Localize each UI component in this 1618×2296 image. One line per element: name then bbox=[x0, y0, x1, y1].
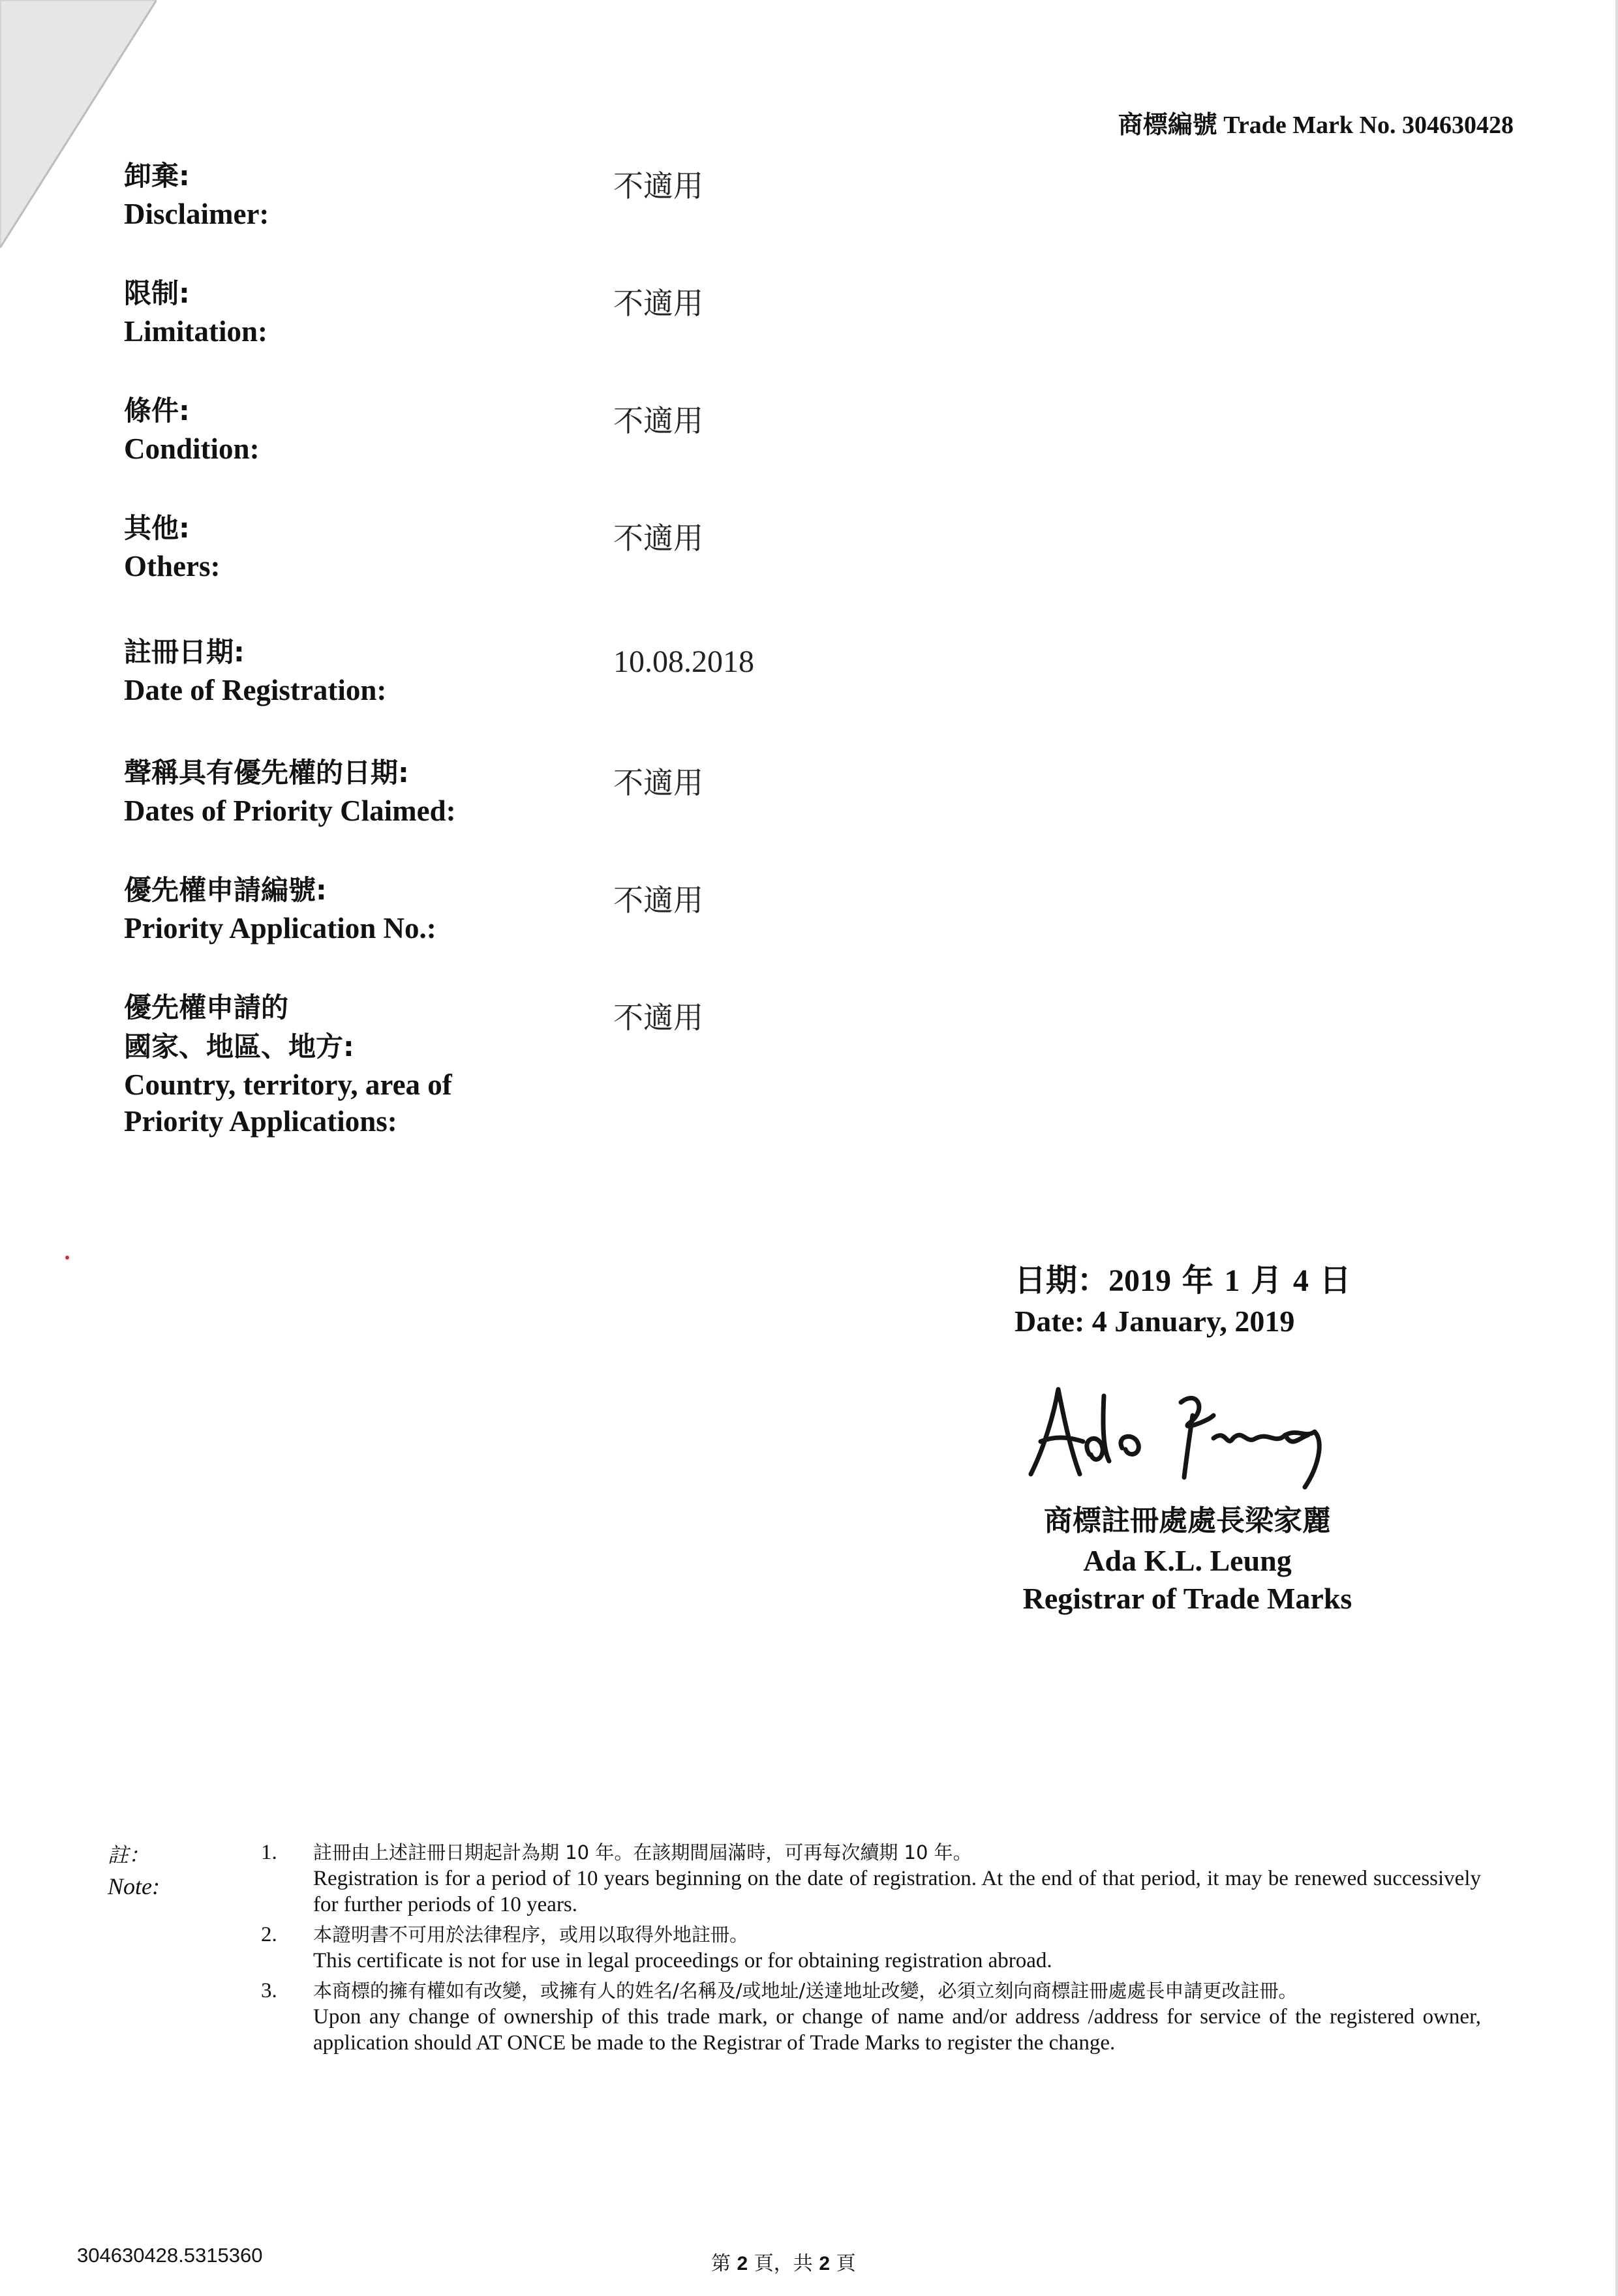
date-year-unit: 年 bbox=[1182, 1262, 1214, 1299]
note-text-zh: 本商標的擁有權如有改變，或擁有人的姓名/名稱及/或地址/送達地址改變，必須立刻向商標註冊處處長申請更改註冊。 bbox=[313, 1980, 1298, 2002]
page-edge bbox=[1615, 0, 1618, 2296]
field-limitation-value: 不適用 bbox=[613, 286, 703, 321]
label-zh: 優先權申請編號: bbox=[124, 874, 327, 906]
registrar-title-zh: 商標註冊處處長梁家麗 bbox=[1044, 1504, 1331, 1537]
label-zh: 優先權申請的 bbox=[124, 991, 289, 1023]
label-zh: 其他: bbox=[124, 512, 190, 544]
ink-speck bbox=[65, 1256, 69, 1260]
registrar-title-en: Registrar of Trade Marks bbox=[1022, 1582, 1352, 1615]
trade-mark-label-en: Trade Mark No. bbox=[1223, 112, 1396, 139]
label-en: Dates of Priority Claimed: bbox=[124, 794, 456, 827]
field-priority-country-value: 不適用 bbox=[613, 1000, 703, 1035]
label-en: Others: bbox=[124, 550, 221, 582]
note-label bbox=[108, 1839, 160, 1902]
note-text-zh: 註冊由上述註冊日期起計為期 10 年。在該期間屆滿時，可再每次續期 10 年。 bbox=[313, 1841, 972, 1864]
issue-date-zh bbox=[1015, 1259, 1354, 1303]
label-zh: 條件: bbox=[124, 395, 190, 427]
registrar-name: Ada K.L. Leung bbox=[1083, 1544, 1292, 1577]
field-disclaimer-label bbox=[124, 157, 581, 232]
date-year: 2019 bbox=[1108, 1263, 1172, 1298]
field-priority-application-no-label bbox=[124, 871, 581, 946]
issue-date-en: Date: 4 January, 2019 bbox=[1015, 1305, 1295, 1338]
note-number: 3. bbox=[261, 1979, 277, 2002]
label-zh: 卸棄: bbox=[124, 160, 190, 192]
note-item bbox=[261, 1839, 1481, 1918]
field-condition-label bbox=[124, 391, 581, 467]
note-number: 1. bbox=[261, 1841, 277, 1864]
label-en: Limitation: bbox=[124, 315, 267, 348]
page-total: 2 bbox=[819, 2253, 831, 2274]
note-text-zh: 本證明書不可用於法律程序，或用以取得外地註冊。 bbox=[313, 1924, 749, 1946]
label-en: Priority Application No.: bbox=[124, 912, 436, 944]
date-month: 1 bbox=[1224, 1263, 1240, 1298]
date-month-unit: 月 bbox=[1251, 1262, 1283, 1299]
registrar-block bbox=[979, 1500, 1396, 1618]
page-current: 2 bbox=[737, 2253, 748, 2274]
notes-list bbox=[261, 1839, 1481, 2060]
label-en: Country, territory, area of bbox=[124, 1068, 452, 1101]
field-priority-country-label bbox=[124, 988, 581, 1140]
issue-date-block bbox=[1015, 1259, 1354, 1340]
field-priority-application-no-value: 不適用 bbox=[613, 883, 703, 918]
field-condition-value: 不適用 bbox=[613, 403, 703, 438]
note-text-en: Registration is for a period of 10 years beginning on the date of registration. At the end of that period, it may be renewed successively for further periods of 10 years. bbox=[313, 1867, 1481, 1916]
note-text-en: This certificate is not for use in legal proceedings or for obtaining registration abroad. bbox=[313, 1949, 1052, 1972]
page-suffix: 頁 bbox=[836, 2252, 856, 2275]
note-number: 2. bbox=[261, 1923, 277, 1946]
note-label-zh: 註： bbox=[108, 1843, 150, 1867]
field-others-label bbox=[124, 509, 581, 584]
label-en-line2: Priority Applications: bbox=[124, 1105, 397, 1138]
field-others-value: 不適用 bbox=[613, 521, 703, 556]
date-day: 4 bbox=[1292, 1263, 1309, 1298]
note-item bbox=[261, 1922, 1481, 1974]
label-zh: 聲稱具有優先權的日期: bbox=[124, 757, 409, 789]
trade-mark-number-header bbox=[1118, 104, 1514, 140]
field-registration-date-value: 10.08.2018 bbox=[613, 644, 754, 679]
date-prefix: 日期： bbox=[1015, 1262, 1109, 1299]
label-zh: 註冊日期: bbox=[124, 636, 245, 668]
note-item bbox=[261, 1978, 1481, 2056]
field-disclaimer-value: 不適用 bbox=[613, 168, 703, 204]
page-prefix: 第 bbox=[711, 2252, 731, 2275]
trade-mark-number: 304630428 bbox=[1402, 112, 1514, 139]
field-registration-date-label bbox=[124, 633, 581, 708]
label-zh: 限制: bbox=[124, 277, 190, 309]
label-en: Date of Registration: bbox=[124, 674, 387, 706]
field-limitation-label bbox=[124, 274, 581, 350]
note-label-en: Note: bbox=[108, 1873, 160, 1899]
field-priority-dates-label bbox=[124, 753, 581, 829]
page-number bbox=[711, 2247, 856, 2276]
note-text-en: Upon any change of ownership of this trade mark, or change of name and/or address /address for service of the registered owner, application should AT ONCE be made to the Registrar of Trade Marks to register the change. bbox=[313, 2005, 1481, 2055]
date-day-unit: 日 bbox=[1319, 1262, 1351, 1299]
page-mid: 頁，共 bbox=[754, 2252, 813, 2275]
registrar-signature bbox=[1018, 1376, 1357, 1494]
trade-mark-label-zh: 商標編號 bbox=[1118, 110, 1217, 139]
document-reference: 304630428.5315360 bbox=[77, 2244, 263, 2267]
label-en: Disclaimer: bbox=[124, 198, 269, 230]
field-priority-dates-value: 不適用 bbox=[613, 765, 703, 800]
label-zh-line2: 國家、地區、地方: bbox=[124, 1031, 354, 1063]
label-en: Condition: bbox=[124, 432, 260, 465]
